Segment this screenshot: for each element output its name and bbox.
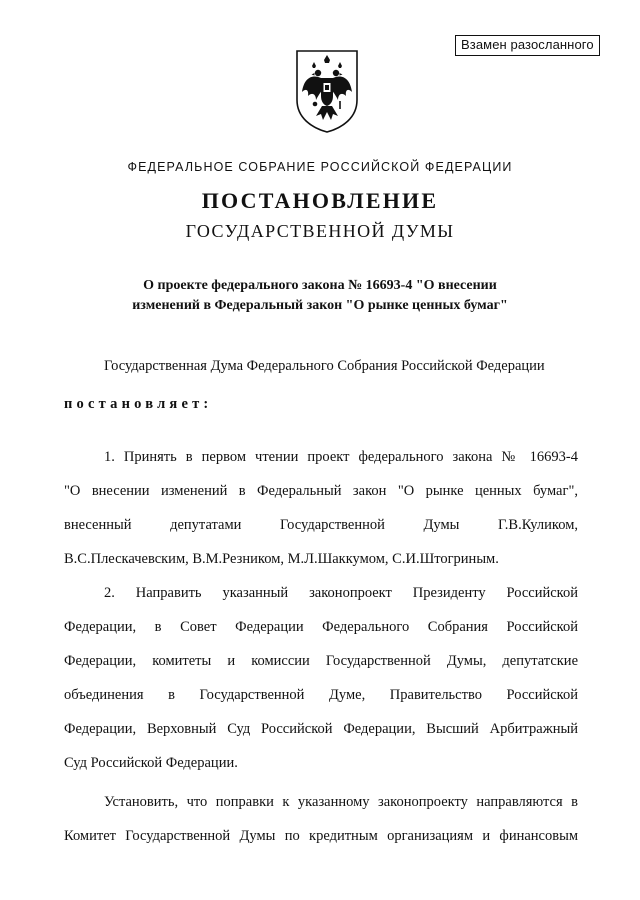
item-1-line-2: "О внесении изменений в Федеральный закон "О рынке ценных бумаг",	[64, 483, 578, 499]
document-organization: ГОСУДАРСТВЕННОЙ ДУМЫ	[185, 221, 455, 241]
item-1-line-1: 1. Принять в первом чтении проект федерального закона № 16693-4	[104, 449, 578, 465]
item-1-paragraph	[64, 440, 578, 576]
item-3-line-1: Установить, что поправки к указанному законопроекту направляются в	[104, 794, 578, 810]
item-2-line-6: Суд Российской Федерации.	[64, 755, 238, 771]
item-2-line-1: 2. Направить указанный законопроект Президенту Российской	[104, 585, 578, 601]
item-1-line-4: В.С.Плескачевским, В.М.Резником, М.Л.Шаккумом, С.И.Штогриным.	[64, 551, 499, 567]
russian-coat-of-arms-icon	[294, 48, 360, 134]
assembly-heading: ФЕДЕРАЛЬНОЕ СОБРАНИЕ РОССИЙСКОЙ ФЕДЕРАЦИИ	[127, 160, 513, 174]
intro-paragraph	[64, 349, 578, 383]
item-3-line-2: Комитет Государственной Думы по кредитным организациям и финансовым	[64, 828, 578, 844]
item-2-line-2: Федерации, в Совет Федерации Федерального Собрания Российской	[64, 619, 578, 635]
intro-line: Государственная Дума Федерального Собрания Российской Федерации	[104, 358, 545, 374]
item-2-paragraph	[64, 576, 578, 780]
item-2-line-4: объединения в Государственной Думе, Правительство Российской	[64, 687, 578, 703]
item-2-line-3: Федерации, комитеты и комиссии Государственной Думы, депутатские	[64, 653, 578, 669]
document-subject	[0, 276, 640, 316]
document-type-title: ПОСТАНОВЛЕНИЕ	[201, 188, 439, 213]
item-1-line-3: внесенный депутатами Государственной Думы Г.В.Куликом,	[64, 517, 578, 533]
subject-line-1: О проекте федерального закона № 16693-4 "О внесении	[143, 278, 497, 293]
distribution-stamp: Взамен разосланного	[455, 35, 600, 56]
item-3-paragraph	[64, 785, 578, 853]
subject-line-2: изменений в Федеральный закон "О рынке ценных бумаг"	[132, 298, 508, 313]
decree-word: постановляет:	[64, 396, 213, 412]
item-2-line-5: Федерации, Верховный Суд Российской Федерации, Высший Арбитражный	[64, 721, 578, 737]
